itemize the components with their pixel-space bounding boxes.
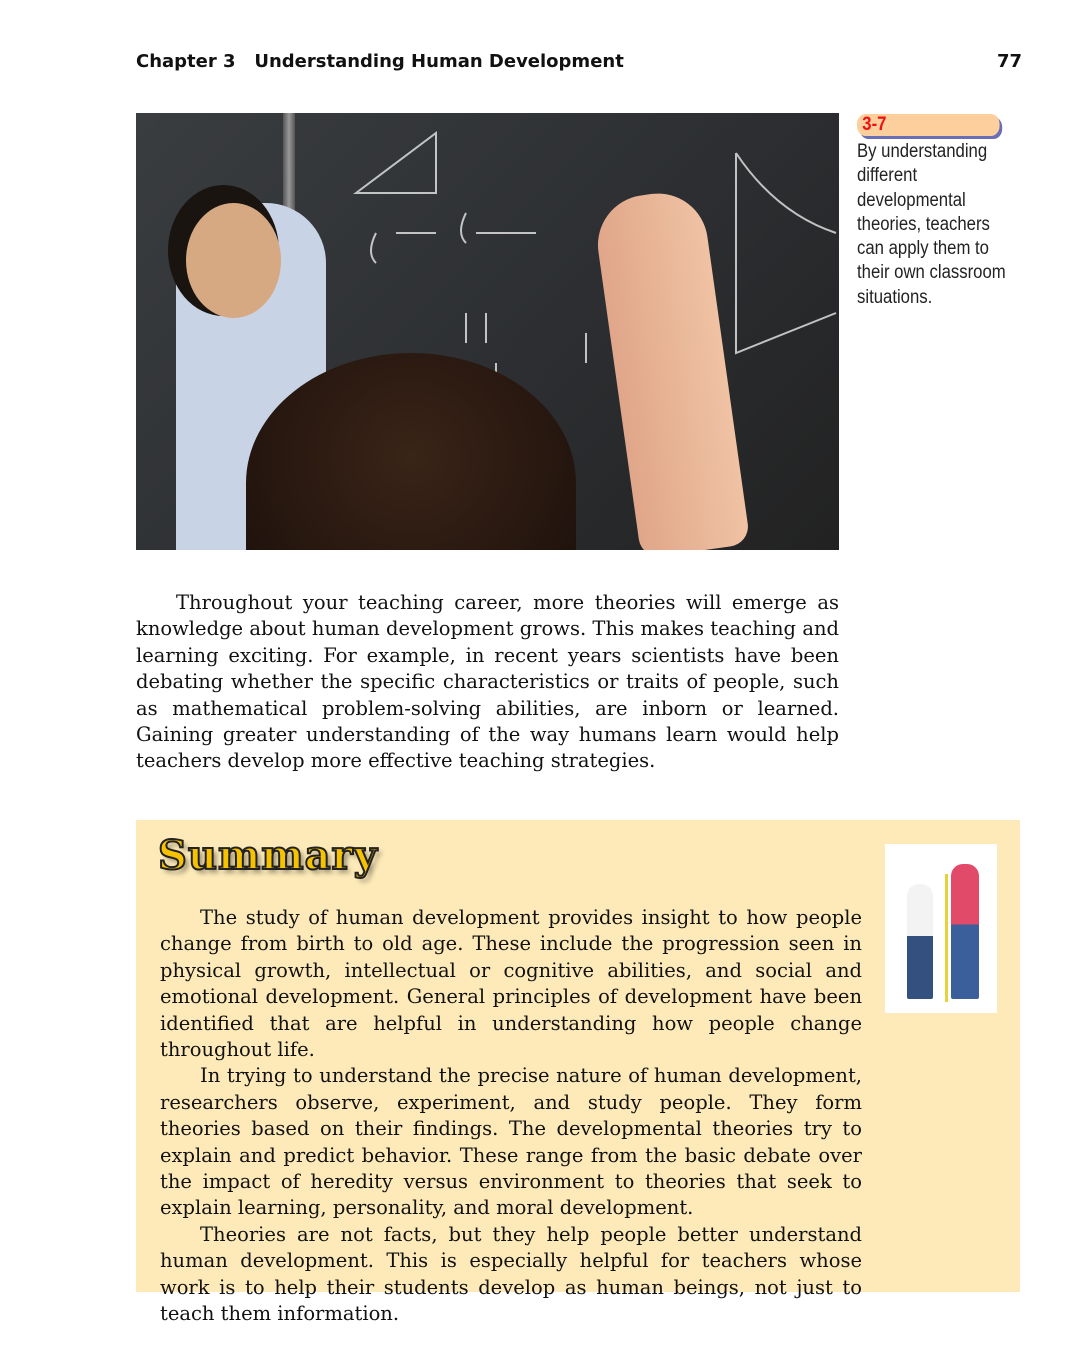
girl-figure (951, 864, 979, 999)
summary-text (160, 905, 862, 1328)
children-measuring-photo (885, 844, 997, 1013)
running-header (136, 51, 624, 72)
figure-caption (857, 114, 1007, 310)
boy-figure (907, 884, 933, 999)
chapter-title: Understanding Human Development (254, 51, 624, 72)
figure-number-tag: 3-7 (857, 114, 1000, 136)
classroom-photo (136, 113, 839, 550)
teacher-head (186, 203, 281, 318)
page-number: 77 (997, 51, 1023, 72)
measuring-tape (945, 874, 948, 1002)
caption-text: By understanding different developmental theories, teachers can apply them to their own classroom situations. (857, 141, 1006, 308)
summary-paragraph: In trying to understand the precise nature of human development, researchers observe, experiment, and study people. They form theories based on their findings. The developmental theories try to explain and predict behavior. These range from the basic debate over the impact of heredity versus environment to theories that seek to explain learning, personality, and moral development. (160, 1064, 862, 1220)
summary-title: Summary (158, 832, 378, 879)
body-paragraph (136, 590, 839, 775)
summary-paragraph: Theories are not facts, but they help people better understand human development. This is especially helpful for teachers whose work is to help their students develop as human beings, not just to teach them information. (160, 1222, 862, 1326)
summary-box (136, 820, 1020, 1326)
paragraph-text: Throughout your teaching career, more theories will emerge as knowledge about human development grows. This makes teaching and learning exciting. For example, in recent years scientists have been debating whether the specific characteristics or traits of people, such as mathematical problem-solving abilities, are inborn or learned. Gaining greater understanding of the way humans learn would help teachers develop more effective teaching strategies. (136, 591, 839, 773)
chapter-label: Chapter 3 (136, 51, 236, 72)
summary-paragraph: The study of human development provides insight to how people change from birth to old age. These include the progression seen in physical growth, intellectual or cognitive abilities, and social and emotional development. General principles of development have been identified that are helpful in understanding how people change throughout life. (160, 906, 862, 1062)
